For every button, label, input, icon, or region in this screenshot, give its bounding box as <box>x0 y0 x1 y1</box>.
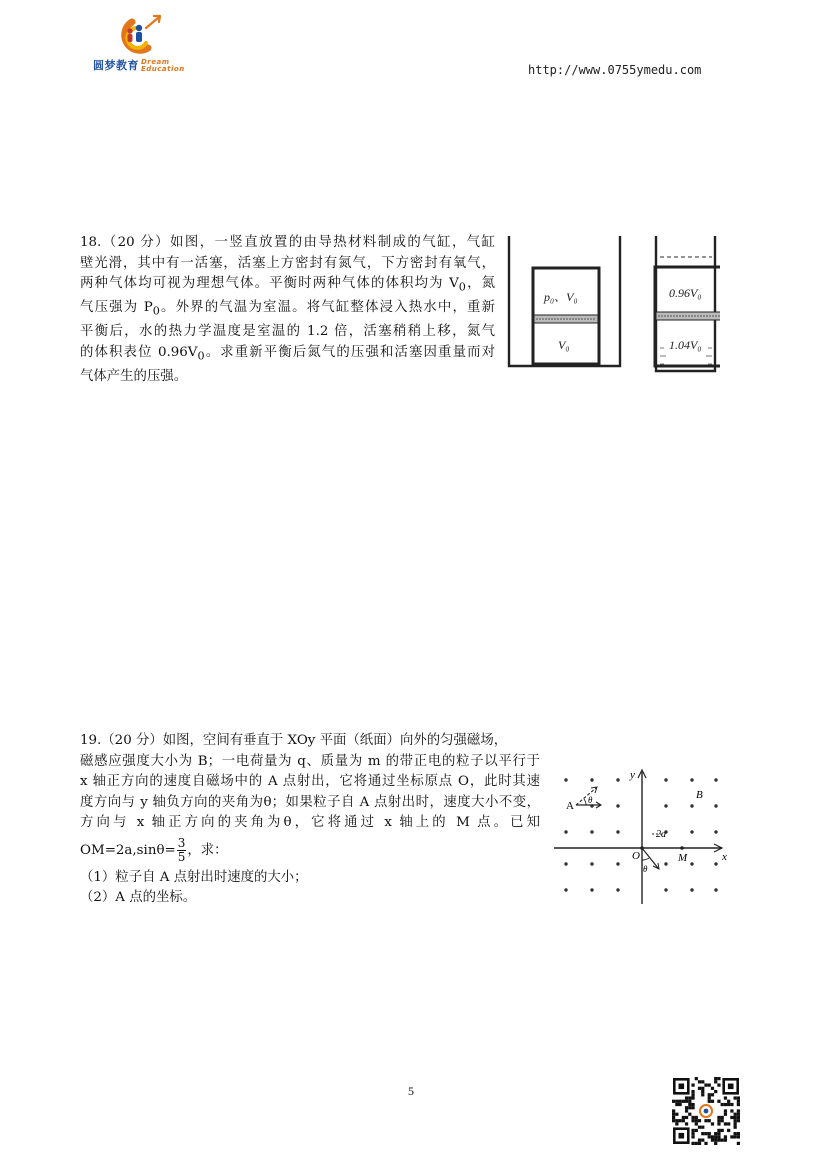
q18-number: 18.（20 分） <box>80 235 171 250</box>
field-dot <box>690 888 693 891</box>
q19-number: 19.（20 分） <box>80 733 163 748</box>
field-dot <box>616 830 619 833</box>
q18-line-5: 平衡后，水的热力学温度是室温的 1.2 倍，活塞稍稍上移，氮气 <box>80 324 495 340</box>
site-url[interactable]: http://www.0755ymedu.com <box>528 63 702 77</box>
q18-line-4: 气压强为 $P_0$。外界的气温为室温。将气缸整体浸入热水中，重新 <box>80 300 495 318</box>
fig18-right-top-label: 0.96V₀ <box>669 286 702 300</box>
field-dot <box>616 778 619 781</box>
field-dot <box>714 862 717 865</box>
field-dot <box>664 778 667 781</box>
field-dot <box>616 804 619 807</box>
theta-label-o: θ <box>643 864 648 874</box>
q19-line-7: （1）粒子自 A 点射出时速度的大小； <box>80 869 308 885</box>
q18-line-7: 气体产生的压强。 <box>80 369 188 385</box>
q19-line-6: OM=2a,sinθ= $\frac{3}{5}$ ，求： <box>80 835 228 864</box>
fig18-right-bottom-label: 1.04V₀ <box>669 338 702 352</box>
field-dot <box>714 778 717 781</box>
question-18 <box>80 233 495 388</box>
q18-cylinder-figure <box>504 230 720 376</box>
page-number: 5 <box>408 1084 414 1098</box>
q19-line-1: 19.（20 分）如图，空间有垂直于 XOy 平面（纸面）向外的匀强磁场， <box>80 733 508 748</box>
field-dot <box>616 888 619 891</box>
field-dot <box>590 778 593 781</box>
field-dot <box>664 862 667 865</box>
field-b-label: B <box>696 789 703 801</box>
field-dot <box>564 830 567 833</box>
fraction-3-5: $\frac{3}{5}$ <box>177 835 186 864</box>
q19-magnetic-field-figure <box>552 764 732 912</box>
logo-wordmark <box>93 57 185 73</box>
field-dot <box>690 830 693 833</box>
field-dot <box>564 862 567 865</box>
fig18-left-bottom-label: V₀ <box>558 338 570 352</box>
field-dot <box>714 830 717 833</box>
q18-line-6: 的体积表位 $0.96V_0$。求重新平衡后氮气的压强和活塞因重量而对 <box>80 344 496 363</box>
field-dot <box>616 862 619 865</box>
field-dot <box>590 888 593 891</box>
field-dot <box>714 804 717 807</box>
q19-line-8: （2）A 点的坐标。 <box>80 890 197 905</box>
y-axis-label: y <box>630 769 635 781</box>
field-dot <box>564 778 567 781</box>
field-dot <box>690 804 693 807</box>
field-dot <box>564 888 567 891</box>
two-a-label: 2a <box>656 829 666 840</box>
q19-line-3: x 轴正方向的速度自磁场中的 A 点射出，它将通过坐标原点 O，此时其速 <box>80 774 540 789</box>
origin-label: O <box>632 850 640 862</box>
q18-line-1: 18.（20 分）如图，一竖直放置的由导热材料制成的气缸，气缸 <box>80 235 496 250</box>
logo-text-cn: 圆梦教育 <box>93 59 139 72</box>
point-a-label: A <box>566 800 574 812</box>
q18-line-3: 两种气体均可视为理想气体。平衡时两种气体的体积均为 $V_0$，氮 <box>80 276 496 294</box>
qr-code-icon[interactable] <box>672 1077 740 1145</box>
q18-line-2: 壁光滑，其中有一活塞，活塞上方密封有氮气，下方密封有氧气， <box>80 255 495 271</box>
field-dot <box>714 888 717 891</box>
cylinder-after <box>655 236 720 371</box>
logo-mark-icon <box>92 10 196 60</box>
field-dot <box>690 778 693 781</box>
field-dot <box>664 888 667 891</box>
field-dot <box>664 804 667 807</box>
cylinder-before <box>509 236 620 366</box>
x-axis-label: x <box>722 851 727 863</box>
field-dot <box>590 862 593 865</box>
question-19 <box>80 731 540 909</box>
field-dot <box>690 862 693 865</box>
logo-text-en-2: Education <box>141 65 185 73</box>
q19-line-2: 磁感应强度大小为 B；一电荷量为 q、质量为 m 的带正电的粒子以平行于 <box>80 753 540 769</box>
theta-label-a: θ <box>588 795 593 805</box>
point-m-label: M <box>678 852 688 864</box>
q19-line-4: 度方向与 y 轴负方向的夹角为θ；如果粒子自 A 点射出时，速度大小不变， <box>80 794 540 810</box>
fig18-left-top-label: p₀、V₀ <box>544 290 578 304</box>
q19-line-5: 方向与 x 轴正方向的夹角为θ，它将通过 x 轴上的 M 点。已知 <box>80 815 540 830</box>
logo-text-en-1: Dream <box>141 58 170 66</box>
field-dot <box>590 830 593 833</box>
